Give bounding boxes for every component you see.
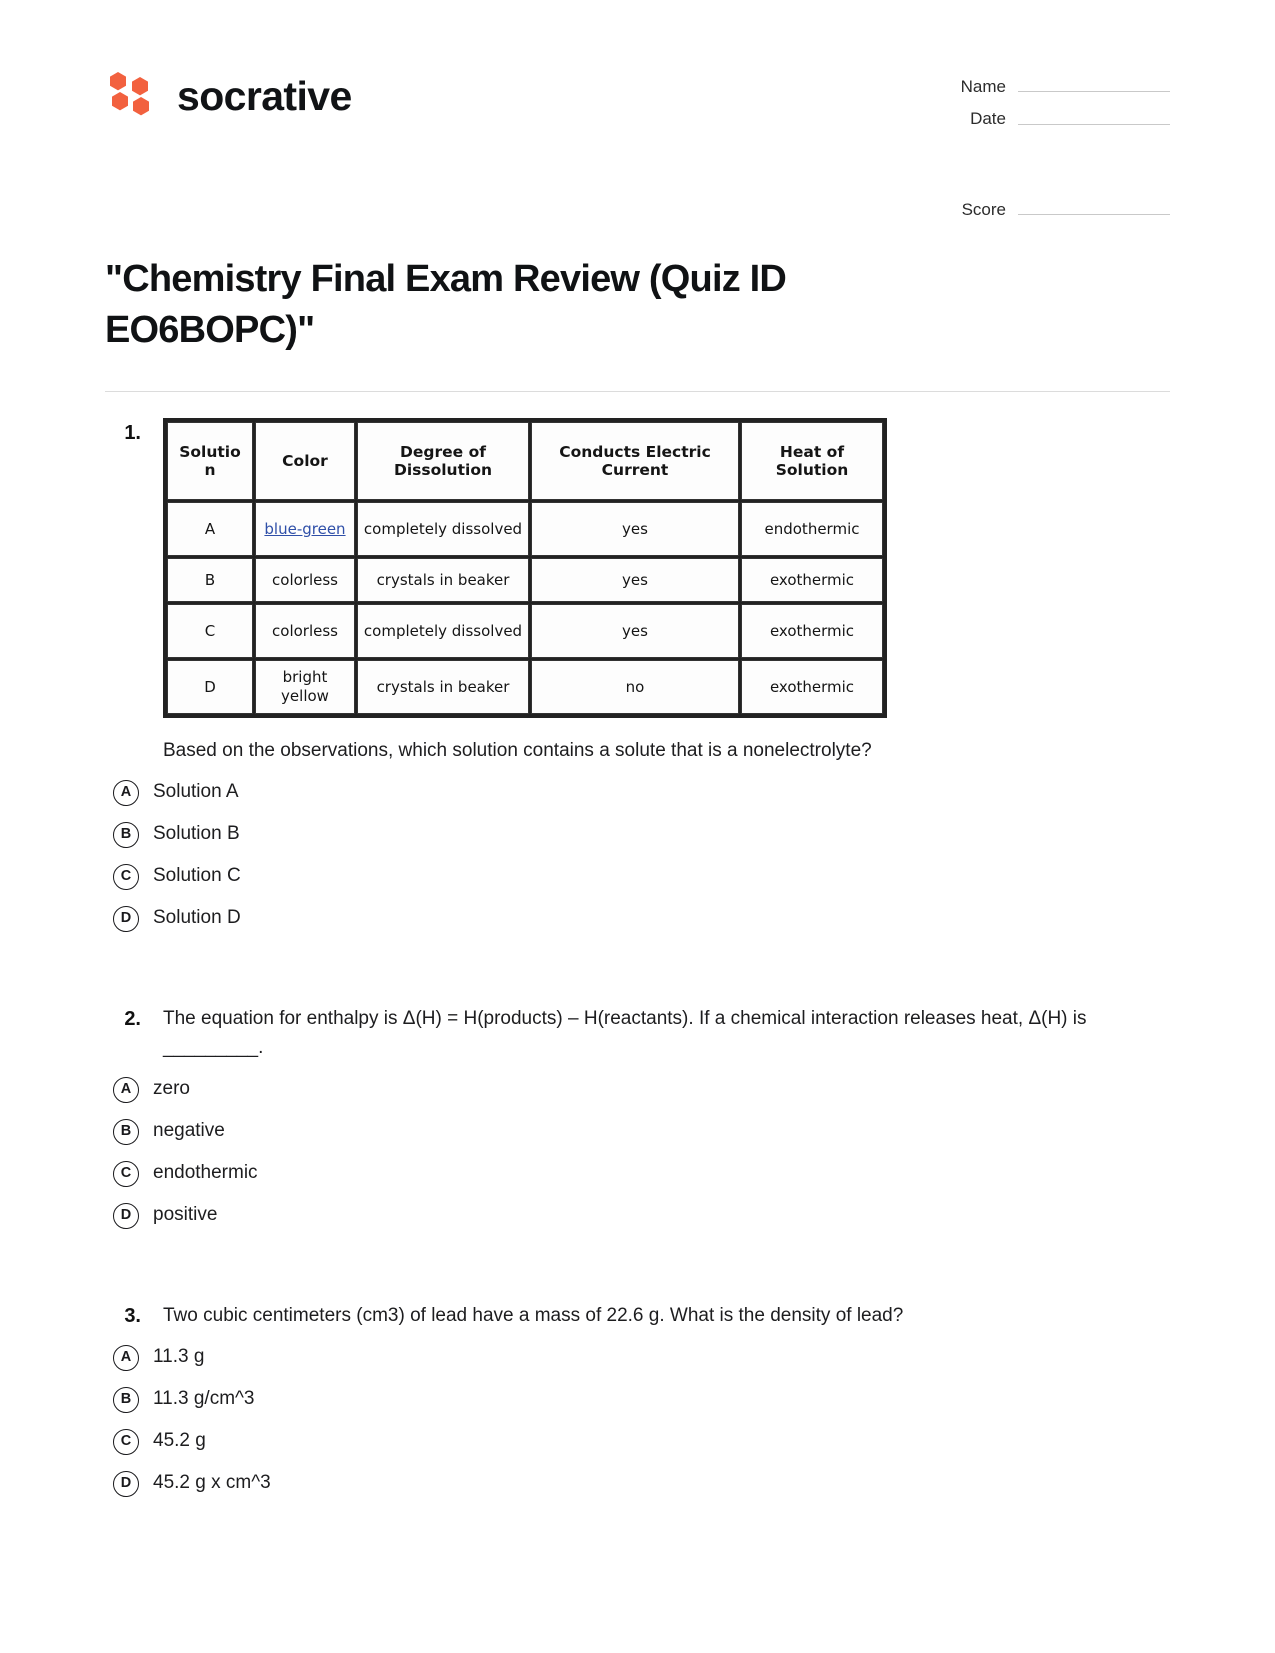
cell-heat: exothermic [741,660,883,714]
question-3-body [163,1301,1170,1330]
option-bubble-d[interactable]: D [113,1471,139,1497]
option-b[interactable] [105,1115,1170,1149]
question-3-header [105,1301,1170,1331]
question-3 [105,1301,1170,1501]
score-field-row [930,200,1170,220]
option-bubble-c[interactable]: C [113,1161,139,1187]
cell-degree: crystals in beaker [357,660,529,714]
option-bubble-c[interactable]: C [113,1429,139,1455]
question-2 [105,1004,1170,1233]
table-header-heat: Heat of Solution [741,422,883,500]
table-row [167,660,883,714]
option-bubble-a[interactable]: A [113,780,139,806]
option-b[interactable] [105,818,1170,852]
option-bubble-a[interactable]: A [113,1345,139,1371]
date-field-row [930,109,1170,129]
table-header-row [167,422,883,500]
table-header-solution: Solutio n [167,422,253,500]
question-2-number: 2. [124,1007,141,1030]
option-label-a: Solution A [153,781,239,803]
option-a[interactable] [105,1341,1170,1375]
cell-conducts: no [531,660,739,714]
question-2-body [163,1004,1170,1063]
page-title: "Chemistry Final Exam Review (Quiz ID EO6BOPC)" [105,258,787,351]
option-c[interactable] [105,1425,1170,1459]
question-gap [105,1259,1170,1301]
question-2-header [105,1004,1170,1063]
table-row [167,604,883,658]
table-header-degree: Degree of Dissolution [357,422,529,500]
page-header [0,0,1275,232]
cell-heat: exothermic [741,604,883,658]
option-label-d: 45.2 g x cm^3 [153,1472,271,1494]
question-1 [105,418,1170,935]
cell-solution: A [167,502,253,556]
questions-list [0,418,1275,1500]
date-label: Date [970,109,1006,129]
question-3-number: 3. [124,1304,141,1327]
question-1-options [105,776,1170,936]
question-2-options [105,1073,1170,1233]
cell-solution: D [167,660,253,714]
question-2-text: The equation for enthalpy is Δ(H) = H(products) – H(reactants). If a chemical interaction releases heat, Δ(H) is _________. [163,1007,1087,1059]
cell-conducts: yes [531,604,739,658]
option-d[interactable] [105,1467,1170,1501]
name-input-line[interactable] [1018,91,1170,92]
option-label-a: 11.3 g [153,1346,205,1368]
student-meta-fields [930,77,1170,232]
option-a[interactable] [105,776,1170,810]
option-label-d: Solution D [153,907,241,929]
cell-color: blue-green [255,502,355,556]
option-label-b: 11.3 g/cm^3 [153,1388,255,1410]
name-label: Name [960,77,1006,96]
option-bubble-d[interactable]: D [113,1203,139,1229]
score-label: Score [961,199,1006,219]
cell-solution: B [167,558,253,602]
question-1-body [163,418,1170,765]
name-field-row [930,77,1170,97]
option-label-c: Solution C [153,865,241,887]
cell-color: colorless [255,604,355,658]
question-1-number: 1. [124,422,141,445]
cell-heat: exothermic [741,558,883,602]
table-header-conducts: Conducts Electric Current [531,422,739,500]
socrative-hexagon-logo-icon [105,69,159,123]
question-gap [105,962,1170,1004]
option-bubble-b[interactable]: B [113,1387,139,1413]
option-label-b: negative [153,1120,225,1142]
table-row [167,502,883,556]
cell-color: colorless [255,558,355,602]
question-1-text: Based on the observations, which solution contains a solute that is a nonelectrolyte? [163,740,872,762]
cell-conducts: yes [531,558,739,602]
option-b[interactable] [105,1383,1170,1417]
option-d[interactable] [105,902,1170,936]
option-a[interactable] [105,1073,1170,1107]
option-d[interactable] [105,1199,1170,1233]
title-block [0,232,1275,355]
observations-table [163,418,887,718]
option-bubble-c[interactable]: C [113,864,139,890]
option-label-d: positive [153,1204,218,1226]
option-bubble-d[interactable]: D [113,906,139,932]
option-bubble-b[interactable]: B [113,1119,139,1145]
option-bubble-b[interactable]: B [113,822,139,848]
table-header-color: Color [255,422,355,500]
brand-name: socrative [177,72,352,119]
option-label-b: Solution B [153,823,240,845]
date-input-line[interactable] [1018,124,1170,125]
cell-heat: endothermic [741,502,883,556]
option-c[interactable] [105,860,1170,894]
option-bubble-a[interactable]: A [113,1077,139,1103]
header-divider [105,391,1170,392]
cell-conducts: yes [531,502,739,556]
cell-degree: completely dissolved [357,604,529,658]
cell-degree: completely dissolved [357,502,529,556]
brand-logo [105,69,352,123]
table-row [167,558,883,602]
cell-color: bright yellow [255,660,355,714]
option-c[interactable] [105,1157,1170,1191]
option-label-c: endothermic [153,1162,258,1184]
score-input-line[interactable] [1018,214,1170,215]
option-label-c: 45.2 g [153,1430,206,1452]
option-label-a: zero [153,1078,190,1100]
cell-degree: crystals in beaker [357,558,529,602]
cell-solution: C [167,604,253,658]
question-1-header [105,418,1170,765]
question-3-options [105,1341,1170,1501]
question-3-text: Two cubic centimeters (cm3) of lead have a mass of 22.6 g. What is the density of lead? [163,1304,904,1326]
